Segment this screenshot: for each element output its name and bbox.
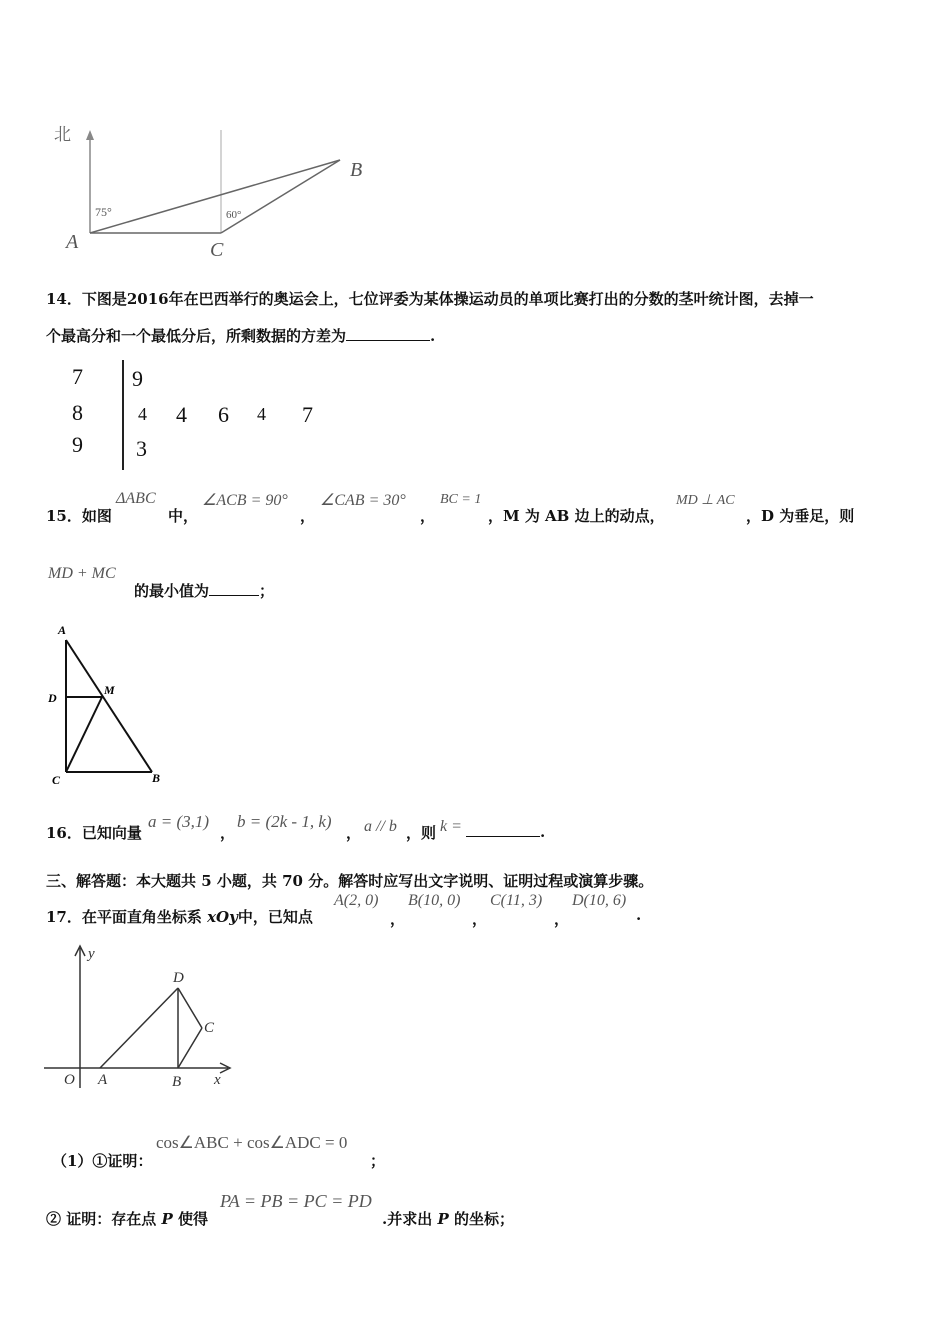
x-axis-label: x: [214, 1072, 221, 1088]
q16-k: k =: [440, 818, 462, 835]
point-a-label: A: [98, 1072, 108, 1088]
stem-divider: [122, 360, 124, 470]
q17-part2-line: [46, 1208, 208, 1229]
leaf: 3: [136, 436, 147, 461]
q17-part2-end: 的坐标；: [453, 1210, 514, 1228]
point-c-label: C: [210, 239, 224, 261]
q17-part2-label: ② 证明：存在点: [46, 1210, 157, 1228]
q14-text-line1: 下图是2016年在巴西举行的奥运会上，七位评委为某体操运动员的单项比赛打出的分数的茎叶统计图，去掉一: [81, 290, 814, 308]
bearing-figure: [40, 118, 380, 263]
origin-label: O: [64, 1072, 75, 1088]
leaf: 4: [176, 402, 187, 427]
leaf: 4: [138, 404, 147, 424]
vertex-c-label: C: [52, 773, 61, 787]
q17-part2-line-end: [382, 1208, 514, 1229]
stem: 7: [72, 364, 83, 389]
q15-text4: 的最小值为: [134, 582, 210, 600]
q16-number: 16．已知向量: [46, 824, 142, 842]
point-b-coord: B(10, 0): [408, 892, 461, 909]
q15-text3: ，D 为垂足，则: [746, 507, 855, 525]
vertex-m-label: M: [104, 683, 115, 697]
point-a-label: A: [66, 231, 79, 253]
q14-text-line2: 个最高分和一个最低分后，所剩数据的方差为: [46, 327, 347, 345]
leaf: 7: [302, 402, 313, 427]
leaf: 9: [132, 366, 143, 391]
q17-sep: ，: [554, 910, 570, 928]
stem: 8: [72, 400, 83, 425]
q16-answer-blank[interactable]: [466, 822, 540, 837]
north-label: 北: [54, 125, 71, 144]
q15-bc: BC = 1: [440, 492, 482, 507]
stem: 9: [72, 432, 83, 457]
triangle-figure: [44, 622, 174, 787]
q17-part2-text2: .并求出: [382, 1210, 433, 1228]
point-c-label: C: [204, 1020, 215, 1036]
coordinate-figure: [40, 938, 240, 1093]
q15-md-mc: MD + MC: [48, 565, 116, 582]
q17-text1: 中，已知点: [237, 908, 313, 926]
q16-line-end: [466, 822, 545, 841]
q15-number: 15．如图: [46, 507, 112, 525]
point-b-label: B: [350, 159, 363, 181]
q15-sep1: ，: [300, 507, 316, 525]
point-d-coord: D(10, 6): [572, 892, 627, 909]
q16-vector-b: b = (2k - 1, k): [237, 812, 332, 831]
stem-leaf-plot: [60, 358, 360, 472]
angle-a-label: 75°: [95, 205, 112, 219]
q15-end: ；: [259, 582, 275, 600]
q17-part2-text: 使得: [177, 1210, 208, 1228]
q17-part1-label: （1）①证明：: [52, 1152, 153, 1170]
north-arrow-icon: [86, 130, 94, 140]
q16-end: .: [540, 823, 546, 841]
q17-part1-math: cos∠ABC + cos∠ADC = 0: [156, 1133, 348, 1152]
q14-line2: [46, 325, 435, 346]
point-b-label: B: [172, 1074, 182, 1090]
q15-line2: [134, 580, 274, 601]
q17-sep: ，: [472, 910, 488, 928]
q16-sep2: ，: [346, 824, 362, 842]
q14-number: 14．: [46, 290, 82, 308]
q17-line1: [46, 906, 313, 927]
q16-text1: ，则: [406, 824, 437, 842]
q17-part2-p: P: [161, 1210, 173, 1228]
q15-answer-blank[interactable]: [209, 581, 259, 596]
q17-part2-math: PA = PB = PC = PD: [220, 1191, 372, 1211]
q14-line1: [46, 288, 814, 309]
q17-xoy: xOy: [207, 908, 238, 926]
vertex-b-label: B: [152, 771, 161, 785]
q17-end: .: [636, 906, 642, 924]
q16-sep1: ，: [220, 824, 236, 842]
point-c-coord: C(11, 3): [490, 892, 543, 909]
vertex-a-label: A: [58, 623, 67, 637]
q15-sep2: ，: [420, 507, 436, 525]
q17-part2-p2: P: [437, 1210, 449, 1228]
vertex-d-label: D: [48, 691, 57, 705]
point-a-coord: A(2, 0): [334, 892, 379, 909]
q17-number: 17．在平面直角坐标系: [46, 908, 202, 926]
q15-angle-cab: ∠CAB = 30°: [320, 492, 406, 509]
q15-md-perp-ac: MD ⊥ AC: [676, 493, 735, 508]
q15-text1: 中，: [168, 507, 199, 525]
q16-parallel: a // b: [364, 818, 397, 835]
q15-angle-acb: ∠ACB = 90°: [202, 492, 288, 509]
segment-cb: [221, 160, 340, 233]
q14-answer-blank[interactable]: [346, 326, 430, 341]
q15-text2: ，M 为 AB 边上的动点，: [488, 507, 665, 525]
leaf: 6: [218, 402, 229, 427]
segment-ab: [90, 160, 340, 233]
q14-end: .: [430, 327, 436, 345]
q17-sep: ，: [390, 910, 406, 928]
point-d-label: D: [173, 970, 184, 986]
leaf: 4: [257, 404, 266, 424]
angle-c-label: 60°: [226, 209, 242, 221]
q17-part1-end: ；: [370, 1152, 386, 1170]
q16-vector-a: a = (3,1): [148, 812, 210, 831]
y-axis-label: y: [88, 946, 95, 962]
section-header: 三、解答题：本大题共 5 小题，共 70 分。解答时应写出文字说明、证明过程或演算步骤。: [46, 872, 654, 890]
q15-triangle: ΔABC: [116, 490, 156, 507]
